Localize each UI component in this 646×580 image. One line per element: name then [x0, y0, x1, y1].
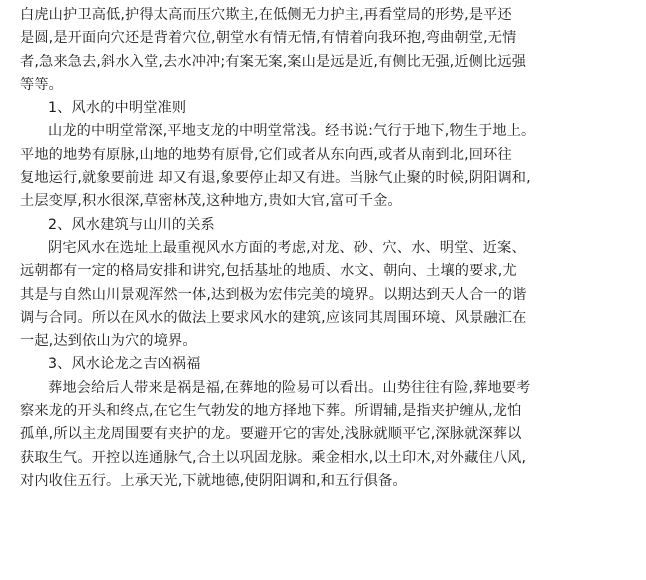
section-heading: 1、风水的中明堂准则 [48, 100, 187, 117]
paragraph-line: 阴宅风水在选址上最重视风水方面的考虑,对龙、砂、穴、水、明堂、近案、 [48, 239, 526, 256]
paragraph-line: 葬地会给后人带来是祸是福,在葬地的险易可以看出。山势往往有险,葬地要考 [48, 379, 531, 396]
paragraph-line: 对内收住五行。上承天光,下就地德,使阴阳调和,和五行俱备。 [20, 472, 407, 489]
paragraph-line: 察来龙的开头和终点,在它生气勃发的地方择地下葬。所谓辅,是指夹护缠从,龙怕 [20, 403, 522, 420]
paragraph-line: 等等。 [20, 76, 64, 93]
paragraph-line: 远朝都有一定的格局安排和讲究,包括基址的地质、水文、朝向、土壤的要求,尤 [20, 263, 517, 280]
section-heading: 2、风水建筑与山川的关系 [48, 216, 215, 233]
paragraph-line: 是圆,是开面向穴还是背着穴位,朝堂水有情无情,有情着向我环抱,弯曲朝堂,无情 [20, 30, 517, 47]
paragraph-line: 平地的地势有原脉,山地的地势有原骨,它们或者从东向西,或者从南到北,回环往 [20, 146, 512, 163]
paragraph-line: 土层变厚,积水很深,草密林茂,这种地方,贵如大官,富可千金。 [20, 193, 402, 210]
paragraph-line: 白虎山护卫高低,护得太高而压穴欺主,在低侧无力护主,再看堂局的形势,是平还 [20, 7, 512, 23]
paragraph-line: 山龙的中明堂常深,平地支龙的中明堂常浅。经书说:气行于地下,物生于地上。 [48, 123, 536, 140]
paragraph-line: 获取生气。开控以连通脉气,合土以巩固龙脉。乘金相水,以土印木,对外藏住八风, [20, 449, 527, 466]
paragraph-line: 孤单,所以主龙周围要有夹护的龙。要避开它的害处,浅脉就顺平它,深脉就深葬以 [20, 426, 522, 443]
paragraph-line: 一起,达到依山为穴的境界。 [20, 333, 197, 350]
paragraph-line: 复地运行,就象要前进 却又有退,象要停止却又有进。当脉气止聚的时候,阴阳调和, [20, 170, 531, 187]
paragraph-line: 其是与自然山川景观浑然一体,达到极为宏伟完美的境界。以期达到天人合一的谐 [20, 286, 527, 303]
paragraph-line: 者,急来急去,斜水入堂,去水冲冲;有案无案,案山是远是近,有侧比无强,近侧比远强 [20, 53, 527, 70]
paragraph-line: 调与合同。所以在风水的做法上要求风水的建筑,应该同其周围环境、风景融汇在 [20, 309, 527, 326]
section-heading: 3、风水论龙之吉凶祸福 [48, 356, 201, 373]
